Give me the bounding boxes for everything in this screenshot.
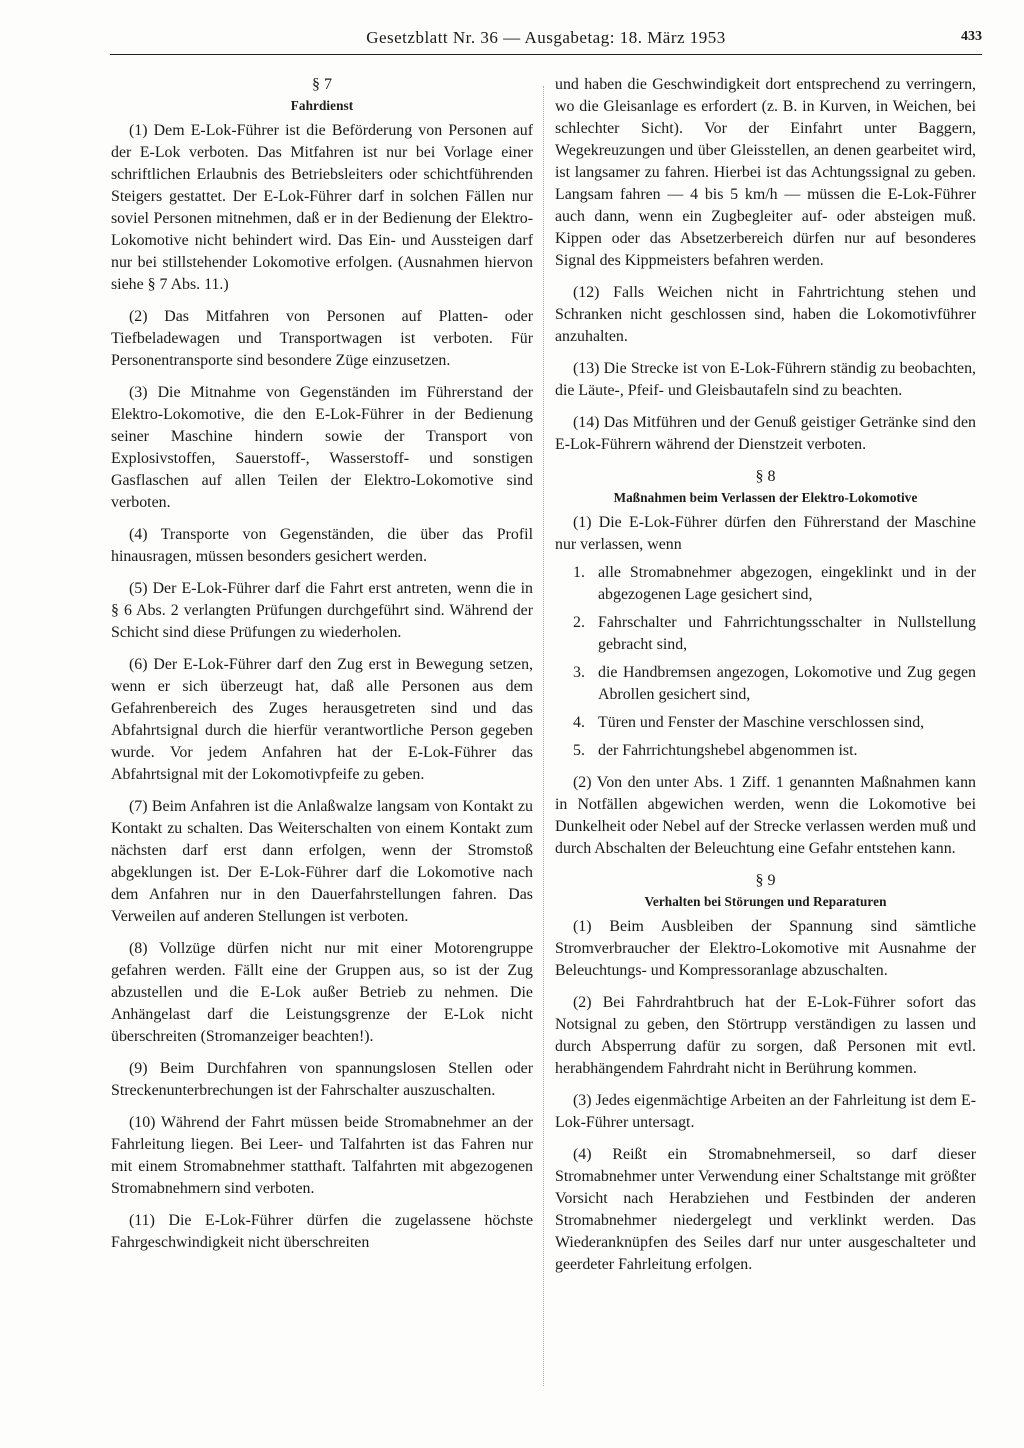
list-item (555, 712, 976, 734)
list-item (555, 612, 976, 656)
section-8-number: § 8 (755, 468, 776, 485)
s7-paragraph-12: (12) Falls Weichen nicht in Fahrtrichtung stehen und Schranken nicht geschlossen sind, haben die Lokomotivführer anzuhalten. (555, 284, 976, 345)
s7-paragraph-11: (11) Die E-Lok-Führer dürfen die zugelassene höchste Fahrgeschwindigkeit nicht überschreiten (111, 1212, 533, 1251)
s7-paragraph-1: (1) Dem E-Lok-Führer ist die Beförderung von Personen auf der E-Lok verboten. Das Mitfahren ist nur bei Vorlage einer schriftlichen Erlaubnis des Betriebsleiters oder schichtführenden Steigers gestattet. Der E-Lok-Führer darf in solchen Fällen nur soviel Personen mitnehmen, daß er in der Bedienung der Elektro-Lokomotive nicht behindert wird. Das Ein- und Aussteigen darf nur bei stillstehender Lokomotive erfolgen. (Ausnahmen hiervon siehe § 7 Abs. 11.) (111, 122, 533, 293)
section-9-number: § 9 (755, 872, 776, 889)
s9-paragraph-4: (4) Reißt ein Stromabnehmerseil, so darf dieser Stromabnehmer unter Verwendung einer Schaltstange mit größter Vorsicht nach Herabziehen und Festbinden der anderen Stromabnehmer niedergelegt und verklinkt werden. Das Wiederanknüpfen des Seiles darf nur unter ausgeschalteter und geerdeter Fahrleitung erfolgen. (555, 1146, 976, 1273)
s7-paragraph-9: (9) Beim Durchfahren von spannungslosen Stellen oder Streckenunterbrechungen ist der Fahrschalter auszuschalten. (111, 1060, 533, 1099)
s7-paragraph-13: (13) Die Strecke ist von E-Lok-Führern ständig zu beobachten, die Läute-, Pfeif- und Gleisbautafeln sind zu beachten. (555, 360, 976, 399)
right-column (555, 74, 976, 1286)
list-item-number: 3. (573, 664, 585, 681)
s7-paragraph-11-continued: und haben die Geschwindigkeit dort entsprechend zu verringern, wo die Gleisanlage es erfordert (z. B. in Kurven, in Weichen, bei schlechter Sicht). Vor der Einfahrt unter Baggern, Wegekreuzungen und über Gleisstellen, an denen gearbeitet wird, ist langsamer zu fahren. Hierbei ist das Achtungssignal zu geben. Langsam fahren — 4 bis 5 km/h — müssen die E-Lok-Führer auch dann, wenn ein Zugbegleiter auf- oder absteigen muß. Kippen oder das Absetzerbereich dürfen nur auf besonderes Signal des Kippmeisters befahren werden. (555, 76, 976, 269)
s7-paragraph-2: (2) Das Mitfahren von Personen auf Platten- oder Tiefbeladewagen und Transportwagen ist verboten. Für Personentransporte sind besondere Züge einzusetzen. (111, 308, 533, 369)
header-title: Gesetzblatt Nr. 36 — Ausgabetag: 18. März 1953 (366, 28, 726, 47)
s8-paragraph-2: (2) Von den unter Abs. 1 Ziff. 1 genannten Maßnahmen kann in Notfällen abgewichen werden, wenn die Lokomotive bei Dunkelheit oder Nebel auf der Strecke verlassen werden muß und durch Abschalten der Beleuchtung eine Gefahr entstehen kann. (555, 774, 976, 857)
s9-paragraph-3: (3) Jedes eigenmächtige Arbeiten an der Fahrleitung ist dem E-Lok-Führer untersagt. (555, 1092, 976, 1131)
list-item-text: Türen und Fenster der Maschine verschlossen sind, (598, 714, 925, 731)
section-7-title: Fahrdienst (290, 98, 354, 113)
list-item (555, 740, 976, 762)
s7-paragraph-7: (7) Beim Anfahren ist die Anlaßwalze langsam von Kontakt zu Kontakt zu schalten. Das Weiterschalten von einem Kontakt zum nächsten darf erst dann erfolgen, wenn der Stromstoß abgeklungen ist. Der E-Lok-Führer darf die Lokomotive nach dem Anfahren nur in den Dauerfahrstellungen fahren. Das Verweilen auf anderen Stellungen ist verboten. (111, 798, 533, 925)
s9-paragraph-2: (2) Bei Fahrdrahtbruch hat der E-Lok-Führer sofort das Notsignal zu geben, den Störtrupp verständigen zu lassen und durch Absperrung dafür zu sorgen, daß Personen mit evtl. herabhängendem Fahrdraht nicht in Berührung kommen. (555, 994, 976, 1077)
section-7-number: § 7 (312, 76, 332, 93)
s7-paragraph-5: (5) Der E-Lok-Führer darf die Fahrt erst antreten, wenn die in § 6 Abs. 2 verlangten Prüfungen durchgeführt sind. Während der Schicht sind diese Prüfungen zu wiederholen. (111, 580, 533, 641)
list-item (555, 662, 976, 706)
s7-paragraph-3: (3) Die Mitnahme von Gegenständen im Führerstand der Elektro-Lokomotive, die den E-Lok-Führer in der Bedienung seiner Maschine hindern sowie der Transport von Explosivstoffen, Sauerstoff-, Wasserstoff- und sonstigen Gasflaschen auf allen Teilen der Elektro-Lokomotive sind verboten. (111, 384, 533, 511)
list-item (555, 562, 976, 606)
list-item-number: 4. (573, 714, 585, 731)
page-header (110, 28, 982, 55)
left-column (111, 74, 533, 1264)
s7-paragraph-14: (14) Das Mitführen und der Genuß geistiger Getränke sind den E-Lok-Führern während der Dienstzeit verboten. (555, 414, 976, 453)
list-item-text: die Handbremsen angezogen, Lokomotive und Zug gegen Abrollen gesichert sind, (598, 664, 976, 703)
list-item-text: der Fahrrichtungshebel abgenommen ist. (598, 742, 858, 759)
s7-paragraph-4: (4) Transporte von Gegenständen, die über das Profil hinausragen, müssen besonders gesichert werden. (111, 526, 533, 565)
list-item-text: Fahrschalter und Fahrrichtungsschalter in Nullstellung gebracht sind, (598, 614, 976, 653)
s7-paragraph-6: (6) Der E-Lok-Führer darf den Zug erst in Bewegung setzen, wenn er sich überzeugt hat, daß alle Personen aus dem Gefahrenbereich des Zuges herausgetreten sind und das Abfahrtsignal durch die hierfür verantwortliche Person gegeben wurde. Vor jedem Anfahren hat der E-Lok-Führer das Abfahrtsignal mit der Lokomotivpfeife zu geben. (111, 656, 533, 783)
s7-paragraph-10: (10) Während der Fahrt müssen beide Stromabnehmer an der Fahrleitung liegen. Bei Leer- und Talfahrten ist das Fahren nur mit einem Stromabnehmer statthaft. Talfahrten mit abgezogenen Stromabnehmern sind verboten. (111, 1114, 533, 1197)
s8-conditions-list (555, 562, 976, 762)
s7-paragraph-8: (8) Vollzüge dürfen nicht nur mit einer Motorengruppe gefahren werden. Fällt eine der Gruppen aus, so ist der Zug abzustellen und die E-Lok außer Betrieb zu nehmen. Die Anhängelast darf die Leistungsgrenze der E-Lok nicht überschreiten (Stromanzeiger beachten!). (111, 940, 533, 1045)
section-9-title: Verhalten bei Störungen und Reparaturen (644, 894, 887, 909)
list-item-number: 5. (573, 742, 585, 759)
s9-paragraph-1: (1) Beim Ausbleiben der Spannung sind sämtliche Stromverbraucher der Elektro-Lokomotive mit Ausnahme der Beleuchtungs- und Kompressoranlage abzuschalten. (555, 918, 976, 979)
section-8-title: Maßnahmen beim Verlassen der Elektro-Lokomotive (613, 490, 918, 505)
list-item-text: alle Stromabnehmer abgezogen, eingeklinkt und in der abgezogenen Lage gesichert sind, (598, 564, 976, 603)
list-item-number: 1. (573, 564, 585, 581)
page-number: 433 (961, 29, 982, 44)
s8-paragraph-1: (1) Die E-Lok-Führer dürfen den Führerstand der Maschine nur verlassen, wenn (555, 514, 976, 553)
list-item-number: 2. (573, 614, 585, 631)
column-divider (543, 86, 544, 1386)
